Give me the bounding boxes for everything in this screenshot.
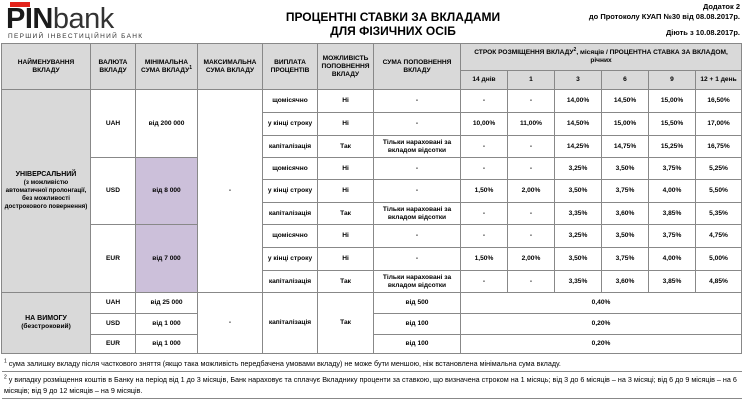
rate-cell: 14,00%	[555, 90, 602, 113]
rate-cell: 3,85%	[649, 271, 696, 293]
rate-cell: 3,60%	[602, 271, 649, 293]
rate-cell: -	[461, 225, 508, 248]
rate-cell: 14,50%	[555, 113, 602, 136]
rate-cell: -	[461, 271, 508, 293]
rate-cell: 15,00%	[649, 90, 696, 113]
term-header: 14 днів	[461, 71, 508, 90]
rate-cell: 3,25%	[555, 158, 602, 180]
rate-cell: 3,35%	[555, 271, 602, 293]
title-line-2: ДЛЯ ФІЗИЧНИХ ОСІБ	[330, 24, 456, 38]
topup-cell: Ні	[318, 225, 374, 248]
col-header-payout: ВИПЛАТА ПРОЦЕНТІВ	[263, 44, 318, 90]
rate-cell: -	[508, 225, 555, 248]
table-row	[2, 90, 742, 113]
topup-sum-cell: -	[374, 225, 461, 248]
topup-sum-cell: від 100	[374, 314, 461, 335]
payout-cell: у кінці строку	[263, 180, 318, 203]
rate-cell: 1,50%	[461, 248, 508, 271]
appendix-label: Додаток 2	[702, 2, 740, 11]
topup-sum-cell: -	[374, 90, 461, 113]
currency-cell: USD	[91, 314, 136, 335]
title-line-1: ПРОЦЕНТНІ СТАВКИ ЗА ВКЛАДАМИ	[285, 10, 501, 24]
term-header: 3	[555, 71, 602, 90]
rate-cell: 3,50%	[602, 225, 649, 248]
topup-cell: Ні	[318, 113, 374, 136]
rate-cell: 16,75%	[696, 136, 742, 158]
topup-sum-cell: від 100	[374, 335, 461, 354]
rate-cell: 0,40%	[461, 293, 742, 314]
topup-cell: Ні	[318, 248, 374, 271]
topup-sum-cell: -	[374, 158, 461, 180]
currency-cell: UAH	[91, 90, 136, 158]
rate-cell: 3,75%	[602, 248, 649, 271]
term-header: 9	[649, 71, 696, 90]
min-sum-cell: від 7 000	[136, 225, 198, 293]
rate-cell: -	[461, 203, 508, 225]
term-header: 12 + 1 день	[696, 71, 742, 90]
col-header-name: НАЙМЕНУВАННЯ ВКЛАДУ	[2, 44, 91, 90]
rate-cell: 14,25%	[555, 136, 602, 158]
payout-cell: щомісячно	[263, 158, 318, 180]
topup-cell: Так	[318, 271, 374, 293]
table-row	[2, 225, 742, 248]
term-header: 6	[602, 71, 649, 90]
topup-cell: Ні	[318, 158, 374, 180]
rate-cell: 14,75%	[602, 136, 649, 158]
rate-cell: 14,50%	[602, 90, 649, 113]
topup-cell: Ні	[318, 180, 374, 203]
protocol-reference: до Протоколу КУАП №30 від 08.08.2017р.	[588, 12, 740, 21]
bank-logo	[4, 2, 214, 42]
payout-cell: капіталізація	[263, 271, 318, 293]
payout-cell: капіталізація	[263, 203, 318, 225]
rate-cell: 3,25%	[555, 225, 602, 248]
max-sum-cell: -	[198, 293, 263, 354]
footnotes	[2, 356, 742, 399]
rate-cell: 5,50%	[696, 180, 742, 203]
topup-cell: Так	[318, 136, 374, 158]
rate-cell: 2,00%	[508, 248, 555, 271]
currency-cell: EUR	[91, 225, 136, 293]
topup-sum-cell: Тільки нараховані за вкладом відсотки	[374, 136, 461, 158]
topup-sum-cell: -	[374, 248, 461, 271]
min-sum-cell: від 1 000	[136, 335, 198, 354]
effective-date: Діють з 10.08.2017р.	[665, 28, 740, 37]
topup-cell: Так	[318, 203, 374, 225]
topup-sum-cell: Тільки нараховані за вкладом відсотки	[374, 203, 461, 225]
col-header-topup-sum: СУМА ПОПОВНЕННЯ ВКЛАДУ	[374, 44, 461, 90]
footnote-1: $^1$ сума залишку вкладу після часткового зняття (якщо така можливість передбачена умовами вкладу) не може бути меншою, ніж встановлена мінімальна сума вкладу.	[2, 356, 742, 372]
rates-table	[1, 43, 742, 354]
min-sum-cell: від 200 000	[136, 90, 198, 158]
max-sum-cell: -	[198, 90, 263, 293]
min-sum-cell: від 8 000	[136, 158, 198, 225]
min-sum-cell: від 1 000	[136, 314, 198, 335]
rate-cell: -	[508, 271, 555, 293]
rate-cell: 16,50%	[696, 90, 742, 113]
rate-cell: 3,75%	[602, 180, 649, 203]
rate-cell: 2,00%	[508, 180, 555, 203]
payout-cell: щомісячно	[263, 225, 318, 248]
rate-cell: 1,50%	[461, 180, 508, 203]
rate-cell: -	[508, 136, 555, 158]
rate-cell: -	[461, 136, 508, 158]
currency-cell: UAH	[91, 293, 136, 314]
rate-cell: 3,75%	[649, 158, 696, 180]
rate-cell: 4,85%	[696, 271, 742, 293]
topup-cell: Ні	[318, 90, 374, 113]
rate-cell: 10,00%	[461, 113, 508, 136]
rate-cell: -	[461, 158, 508, 180]
deposit-universal: УНІВЕРСАЛЬНИЙ (з можливістю автоматичної пролонгації, без можливості дострокового повернення)	[2, 90, 91, 293]
col-header-currency: ВАЛЮТА ВКЛАДУ	[91, 44, 136, 90]
rate-cell: -	[461, 90, 508, 113]
rate-cell: -	[508, 203, 555, 225]
topup-sum-cell: -	[374, 113, 461, 136]
payout-cell: у кінці строку	[263, 248, 318, 271]
term-header: 1	[508, 71, 555, 90]
rate-cell: -	[508, 158, 555, 180]
rate-cell: 3,35%	[555, 203, 602, 225]
rate-cell: 17,00%	[696, 113, 742, 136]
topup-sum-cell: Тільки нараховані за вкладом відсотки	[374, 271, 461, 293]
rate-cell: 3,50%	[555, 248, 602, 271]
rate-cell: 0,20%	[461, 335, 742, 354]
rate-cell: 5,25%	[696, 158, 742, 180]
rate-cell: 15,00%	[602, 113, 649, 136]
topup-sum-cell: -	[374, 180, 461, 203]
header-row	[2, 44, 742, 71]
payout-cell: капіталізація	[263, 293, 318, 354]
payout-cell: у кінці строку	[263, 113, 318, 136]
deposit-on-demand: НА ВИМОГУ (безстроковий)	[2, 293, 91, 354]
currency-cell: USD	[91, 158, 136, 225]
page-title	[268, 10, 518, 38]
rate-cell: 5,00%	[696, 248, 742, 271]
rate-cell: 0,20%	[461, 314, 742, 335]
rate-cell: 5,35%	[696, 203, 742, 225]
rate-cell: 15,50%	[649, 113, 696, 136]
rate-cell: 11,00%	[508, 113, 555, 136]
rate-cell: -	[508, 90, 555, 113]
topup-sum-cell: від 500	[374, 293, 461, 314]
logo-wordmark: PINbank	[6, 3, 114, 35]
payout-cell: щомісячно	[263, 90, 318, 113]
rate-cell: 4,00%	[649, 180, 696, 203]
col-header-topup-possible: МОЖЛИВІСТЬ ПОПОВНЕННЯ ВКЛАДУ	[318, 44, 374, 90]
col-header-term-group: СТРОК РОЗМІЩЕННЯ ВКЛАДУ$^2$, місяців / ПРОЦЕНТНА СТАВКА ЗА ВКЛАДОМ, річних	[461, 44, 742, 71]
table-row	[2, 158, 742, 180]
col-header-max-sum: МАКСИМАЛЬНА СУМА ВКЛАДУ	[198, 44, 263, 90]
col-header-min-sum: МІНІМАЛЬНА СУМА ВКЛАДУ$^1$	[136, 44, 198, 90]
currency-cell: EUR	[91, 335, 136, 354]
rate-cell: 4,00%	[649, 248, 696, 271]
rate-cell: 3,50%	[555, 180, 602, 203]
logo-tagline: ПЕРШИЙ ІНВЕСТИЦІЙНИЙ БАНК	[8, 33, 144, 40]
topup-cell: Так	[318, 293, 374, 354]
min-sum-cell: від 25 000	[136, 293, 198, 314]
footnote-2: $^2$ у випадку розміщення коштів в Банку на період від 1 до 3 місяців, Банк нараховує та сплачує Вкладнику проценти за ставкою, що визначена строком на 1 місяць; від 3 до 6 місяців – на 3 місяці; від 6 до 9 місяців – на 6 місяців; від 9 до 12 місяців – на 9 місяців.	[2, 372, 742, 399]
rate-cell: 3,50%	[602, 158, 649, 180]
rate-cell: 3,60%	[602, 203, 649, 225]
payout-cell: капіталізація	[263, 136, 318, 158]
rate-cell: 4,75%	[696, 225, 742, 248]
rate-cell: 3,75%	[649, 225, 696, 248]
rate-cell: 15,25%	[649, 136, 696, 158]
table-row	[2, 293, 742, 314]
rate-cell: 3,85%	[649, 203, 696, 225]
